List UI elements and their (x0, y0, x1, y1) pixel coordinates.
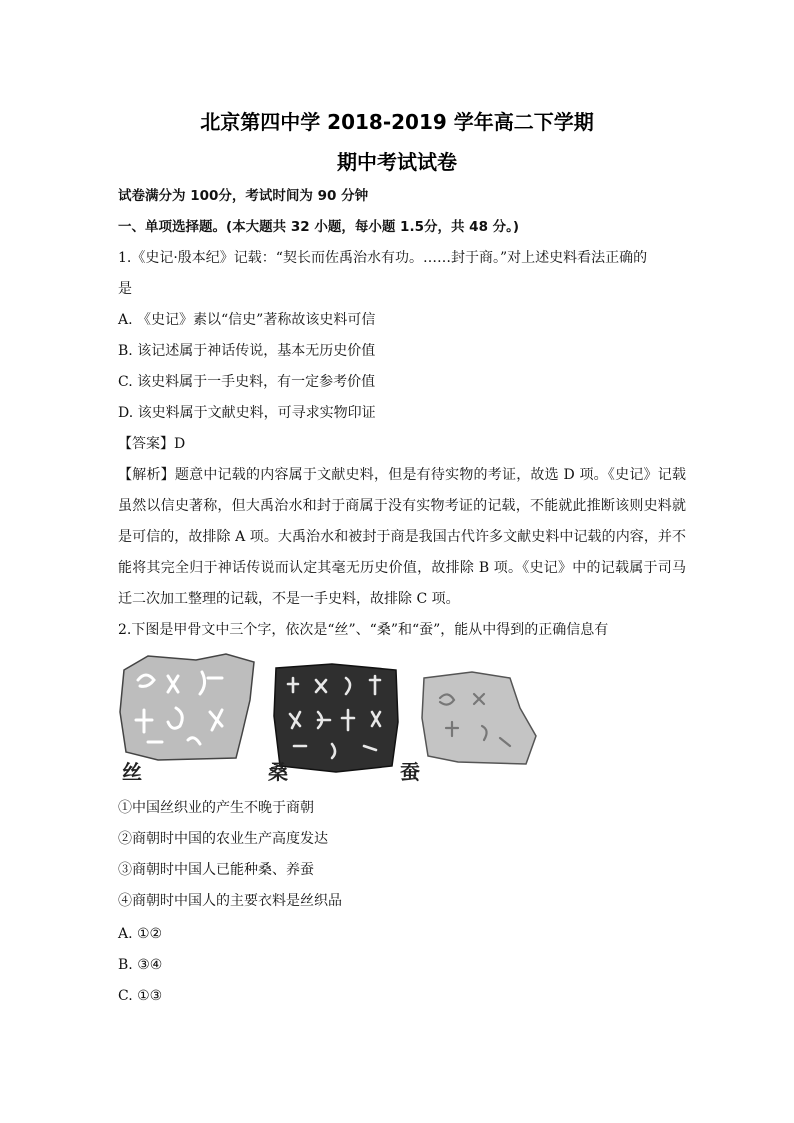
q2-statement-2: ②商朝时中国的农业生产高度发达 (118, 831, 328, 847)
section-heading: 一、单项选择题。(本大题共 32 小题，每小题 1.5分，共 48 分。) (118, 219, 520, 235)
glyph-silkworm: 蚕 (400, 760, 420, 784)
glyph-silk: 丝 (122, 760, 142, 784)
q2-statement-3: ③商朝时中国人已能种桑、养蚕 (118, 862, 314, 878)
q2-statement-1: ①中国丝织业的产生不晚于商朝 (118, 800, 314, 816)
q2-statement-4: ④商朝时中国人的主要衣料是丝织品 (118, 893, 342, 909)
q1-option-a: A. 《史记》素以“信史”著称故该史料可信 (118, 312, 376, 328)
q2-stem: 2.下图是甲骨文中三个字，依次是“丝”、“桑”和“蚕”，能从中得到的正确信息有 (118, 622, 609, 638)
exam-title-line2: 期中考试试卷 (337, 150, 457, 174)
q1-stem-line1: 1.《史记·殷本纪》记载：“契长而佐禹治水有功。……封于商。”对上述史料看法正确的 (118, 250, 648, 266)
oracle-bone-fragment-mulberry (272, 662, 402, 774)
exam-title-line1: 北京第四中学 2018-2019 学年高二下学期 (200, 110, 594, 134)
oracle-bone-fragment-silk (118, 652, 258, 762)
q2-option-a: A. ①② (118, 926, 163, 942)
oracle-bone-fragment-silkworm (418, 668, 538, 768)
q1-option-b: B. 该记述属于神话传说，基本无历史价值 (118, 343, 376, 359)
q1-analysis (118, 460, 686, 615)
q1-analysis-label: 【解析】 (118, 467, 175, 483)
q1-option-d: D. 该史料属于文献史料，可寻求实物印证 (118, 405, 376, 421)
q1-stem-line2: 是 (118, 281, 132, 297)
q1-answer: 【答案】D (118, 436, 186, 452)
exam-info: 试卷满分为 100分，考试时间为 90 分钟 (118, 188, 369, 204)
oracle-bone-figure (118, 652, 538, 790)
q1-option-c: C. 该史料属于一手史料，有一定参考价值 (118, 374, 376, 390)
q2-option-c: C. ①③ (118, 988, 163, 1004)
q1-analysis-text: 题意中记载的内容属于文献史料，但是有待实物的考证，故选 D 项。《史记》记载虽然以信史著称，但大禹治水和封于商属于没有实物考证的记载，不能就此推断该则史料就是可信的，故排除 A 项。大禹治水和被封于商是我国古代许多文献史料中记载的内容，并不能将其完全归于神话传说而认定其毫无历史价值，故排除 B 项。《史记》中的记载属于司马迁二次加工整理的记载，不是一手史料，故排除 C 项。 (118, 467, 687, 607)
q2-option-b: B. ③④ (118, 957, 163, 973)
glyph-mulberry: 桑 (268, 760, 288, 784)
